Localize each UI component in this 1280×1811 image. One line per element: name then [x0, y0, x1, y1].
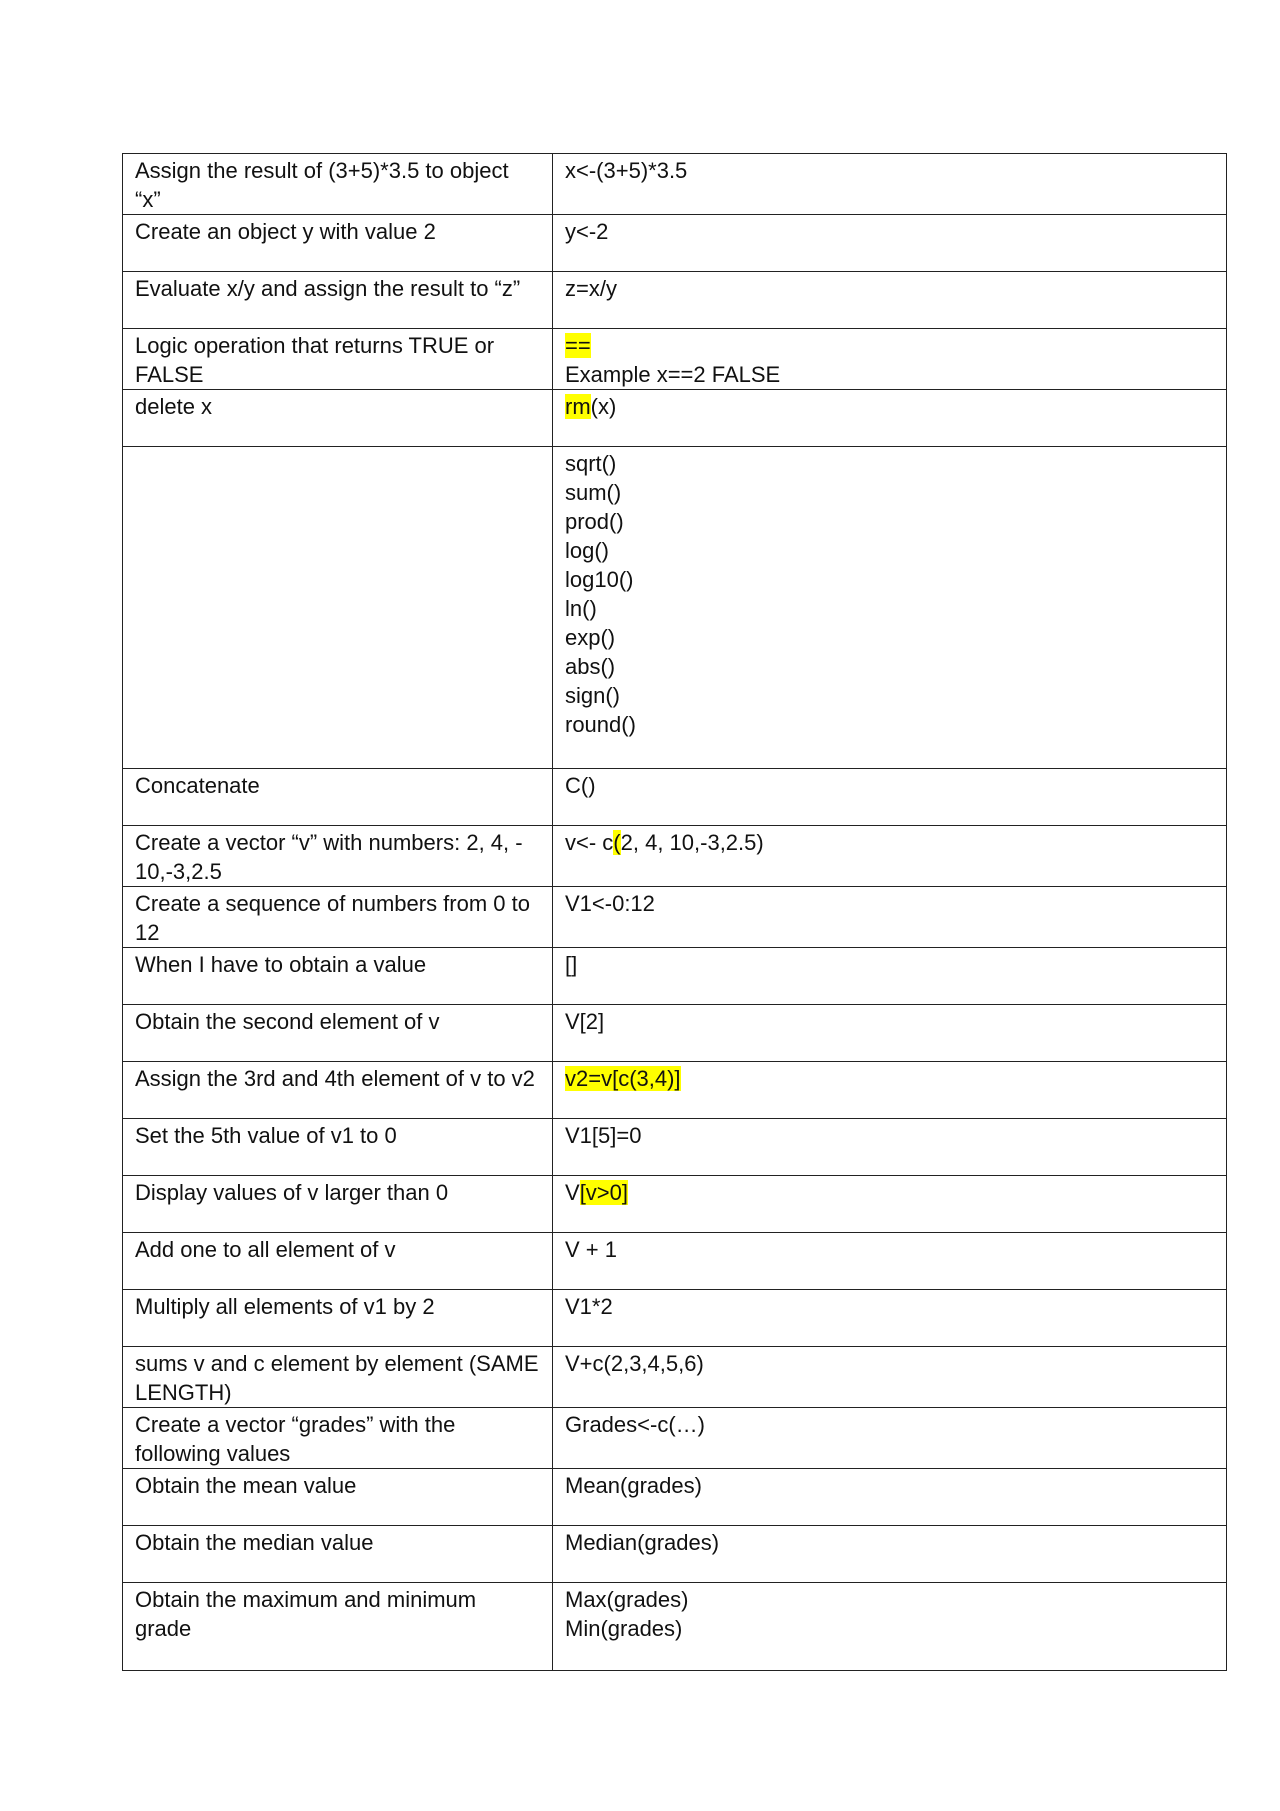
table-row: [123, 1176, 1227, 1233]
table-row: [123, 1062, 1227, 1119]
task-description-cell: [123, 154, 553, 215]
task-description-line: Create a vector “v” with numbers: 2, 4, -: [135, 830, 523, 855]
r-code-line: [565, 217, 1216, 246]
task-description-cell: [123, 1526, 553, 1583]
r-code-cell: [553, 154, 1227, 215]
r-code-line: [565, 392, 1216, 421]
highlighted-code-text: [v>0]: [579, 1180, 628, 1205]
task-description-cell: [123, 1119, 553, 1176]
r-code-cell: [553, 390, 1227, 447]
r-code-line: [565, 710, 1216, 739]
task-description-line: Create a sequence of numbers from 0 to: [135, 891, 530, 916]
task-description-line: Multiply all elements of v1 by 2: [135, 1294, 435, 1319]
table-row: [123, 1119, 1227, 1176]
code-text: C(): [565, 773, 596, 798]
r-code-cell: [553, 329, 1227, 390]
r-code-line: [565, 1585, 1216, 1614]
r-code-line: [565, 652, 1216, 681]
table-row: [123, 215, 1227, 272]
r-code-cell: [553, 1408, 1227, 1469]
r-code-line: [565, 1235, 1216, 1264]
task-description-cell: [123, 1176, 553, 1233]
task-description-line: Set the 5th value of v1 to 0: [135, 1123, 397, 1148]
task-description-cell: [123, 769, 553, 826]
r-code-line: [565, 1528, 1216, 1557]
r-code-line: [565, 771, 1216, 800]
code-text: V1[5]=0: [565, 1123, 642, 1148]
r-code-cell: [553, 948, 1227, 1005]
task-description-line: LENGTH): [135, 1380, 232, 1405]
task-description-cell: [123, 215, 553, 272]
table-body: [123, 154, 1227, 1671]
task-description-line: When I have to obtain a value: [135, 952, 427, 977]
code-text: Max(grades): [565, 1587, 689, 1612]
table-row: [123, 1347, 1227, 1408]
r-code-cell: [553, 1583, 1227, 1671]
task-description-cell: [123, 1062, 553, 1119]
task-description-cell: [123, 447, 553, 769]
r-code-line: [565, 274, 1216, 303]
task-description-cell: [123, 887, 553, 948]
r-code-cell: [553, 1469, 1227, 1526]
r-code-line: [565, 950, 1216, 979]
task-description-line: Concatenate: [135, 773, 260, 798]
task-description-line: 10,-3,2.5: [135, 859, 222, 884]
code-text: V[2]: [565, 1009, 605, 1034]
code-text: V + 1: [565, 1237, 617, 1262]
r-code-cell: [553, 1119, 1227, 1176]
table-row: [123, 1526, 1227, 1583]
r-code-line: [565, 360, 1216, 389]
task-description-cell: [123, 1005, 553, 1062]
r-code-cell: [553, 1347, 1227, 1408]
code-text: sqrt(): [565, 451, 617, 476]
highlighted-code-text: v2=v[c(3,4)]: [565, 1066, 681, 1091]
table-row: [123, 826, 1227, 887]
r-code-cell: [553, 826, 1227, 887]
code-text: Example x==2 FALSE: [565, 362, 781, 387]
highlighted-code-text: rm: [565, 394, 591, 419]
task-description-line: Create an object y with value 2: [135, 219, 436, 244]
highlighted-code-text: ==: [565, 333, 591, 358]
task-description-line: Display values of v larger than 0: [135, 1180, 449, 1205]
code-text: ln(): [565, 596, 597, 621]
table-row: [123, 154, 1227, 215]
code-text: y<-2: [565, 219, 609, 244]
r-code-line: [565, 449, 1216, 478]
task-description-line: following values: [135, 1441, 291, 1466]
r-code-line: [565, 889, 1216, 918]
task-description-line: Obtain the mean value: [135, 1473, 357, 1498]
code-text: (x): [590, 394, 617, 419]
r-code-cell: [553, 1526, 1227, 1583]
code-text: V+c(2,3,4,5,6): [565, 1351, 704, 1376]
task-description-line: Add one to all element of v: [135, 1237, 396, 1262]
table-row: [123, 948, 1227, 1005]
highlighted-code-text: (: [613, 830, 621, 855]
table-row: [123, 1469, 1227, 1526]
code-text: 2, 4, 10,-3,2.5): [620, 830, 764, 855]
r-code-line: [565, 1178, 1216, 1207]
table-row: [123, 447, 1227, 769]
r-reference-table: [122, 153, 1227, 1671]
r-code-line: [565, 1064, 1216, 1093]
code-text: V: [565, 1180, 580, 1205]
task-description-cell: [123, 1408, 553, 1469]
task-description-line: Assign the result of (3+5)*3.5 to object: [135, 158, 509, 183]
code-text: abs(): [565, 654, 616, 679]
r-code-cell: [553, 1176, 1227, 1233]
table-row: [123, 272, 1227, 329]
r-code-line: [565, 1007, 1216, 1036]
code-text: sign(): [565, 683, 621, 708]
task-description-cell: [123, 1469, 553, 1526]
r-code-cell: [553, 272, 1227, 329]
task-description-line: 12: [135, 920, 160, 945]
table-row: [123, 329, 1227, 390]
task-description-line: “x”: [135, 187, 161, 212]
table-row: [123, 1005, 1227, 1062]
task-description-cell: [123, 1583, 553, 1671]
task-description-cell: [123, 390, 553, 447]
r-code-line: [565, 1349, 1216, 1378]
task-description-cell: [123, 948, 553, 1005]
code-text: sum(): [565, 480, 622, 505]
code-text: round(): [565, 712, 636, 737]
r-code-line: [565, 1410, 1216, 1439]
r-code-line: [565, 1614, 1216, 1643]
r-code-line: [565, 623, 1216, 652]
table-row: [123, 1583, 1227, 1671]
r-code-line: [565, 1121, 1216, 1150]
code-text: Grades<-c(…): [565, 1412, 705, 1437]
r-code-cell: [553, 1290, 1227, 1347]
task-description-line: Obtain the second element of v: [135, 1009, 440, 1034]
r-code-cell: [553, 887, 1227, 948]
table-row: [123, 1233, 1227, 1290]
task-description-line: Obtain the median value: [135, 1530, 374, 1555]
task-description-cell: [123, 826, 553, 887]
r-code-line: [565, 507, 1216, 536]
task-description-line: Logic operation that returns TRUE or: [135, 333, 495, 358]
r-code-line: [565, 1471, 1216, 1500]
task-description-cell: [123, 272, 553, 329]
task-description-line: grade: [135, 1616, 192, 1641]
table-row: [123, 887, 1227, 948]
code-text: exp(): [565, 625, 616, 650]
code-text: log10(): [565, 567, 634, 592]
table-row: [123, 1408, 1227, 1469]
task-description-line: Create a vector “grades” with the: [135, 1412, 456, 1437]
r-code-cell: [553, 1062, 1227, 1119]
code-text: prod(): [565, 509, 624, 534]
r-code-cell: [553, 447, 1227, 769]
r-code-cell: [553, 1233, 1227, 1290]
task-description-line: delete x: [135, 394, 213, 419]
r-code-cell: [553, 215, 1227, 272]
r-code-line: [565, 156, 1216, 185]
task-description-line: Assign the 3rd and 4th element of v to v2: [135, 1066, 535, 1091]
code-text: log(): [565, 538, 610, 563]
r-code-line: [565, 478, 1216, 507]
table-row: [123, 390, 1227, 447]
task-description-line: sums v and c element by element (SAME: [135, 1351, 539, 1376]
code-text: z=x/y: [565, 276, 617, 301]
table-row: [123, 769, 1227, 826]
task-description-cell: [123, 1347, 553, 1408]
r-code-line: [565, 1292, 1216, 1321]
code-text: v<- c: [565, 830, 614, 855]
r-code-cell: [553, 769, 1227, 826]
r-code-line: [565, 536, 1216, 565]
task-description-cell: [123, 329, 553, 390]
code-text: Min(grades): [565, 1616, 683, 1641]
table-row: [123, 1290, 1227, 1347]
code-text: []: [565, 952, 578, 977]
r-code-line: [565, 681, 1216, 710]
code-text: Mean(grades): [565, 1473, 702, 1498]
code-text: x<-(3+5)*3.5: [565, 158, 688, 183]
r-code-line: [565, 594, 1216, 623]
r-code-cell: [553, 1005, 1227, 1062]
r-code-line: [565, 331, 1216, 360]
task-description-line: Obtain the maximum and minimum: [135, 1587, 477, 1612]
r-code-line: [565, 828, 1216, 857]
code-text: V1<-0:12: [565, 891, 655, 916]
task-description-line: FALSE: [135, 362, 204, 387]
task-description-cell: [123, 1233, 553, 1290]
code-text: V1*2: [565, 1294, 613, 1319]
task-description-line: Evaluate x/y and assign the result to “z”: [135, 276, 521, 301]
r-code-line: [565, 565, 1216, 594]
code-text: Median(grades): [565, 1530, 720, 1555]
task-description-cell: [123, 1290, 553, 1347]
